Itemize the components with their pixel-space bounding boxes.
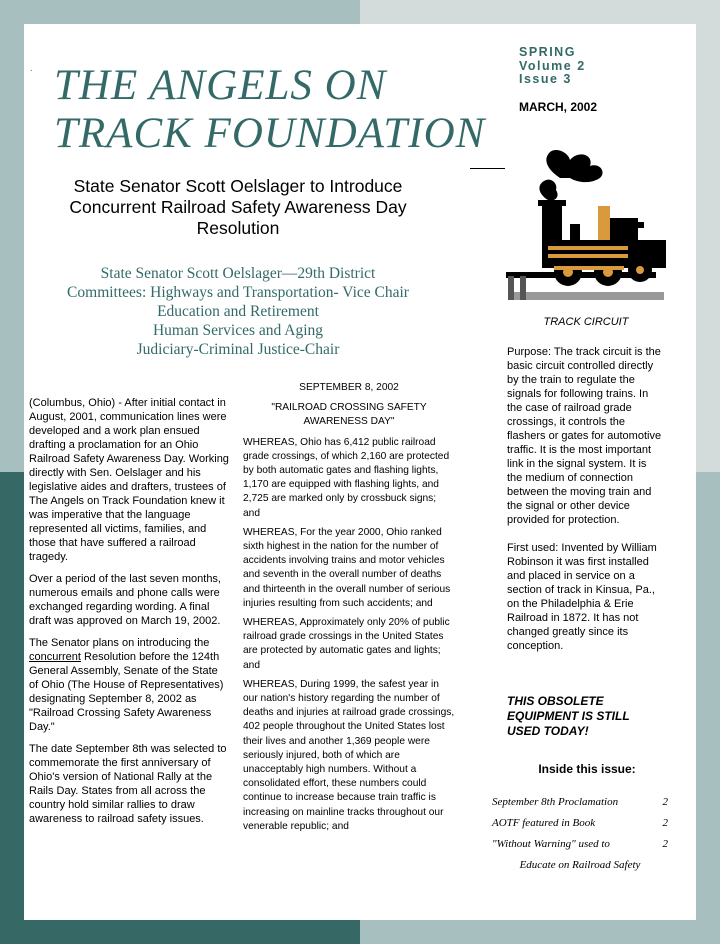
inside-issue-title: Inside this issue: [538,762,636,776]
text-fragment: The Senator plans on introducing the [29,637,210,649]
locomotive-icon [498,148,668,313]
committee-line: Human Services and Aging [152,322,324,339]
article-paragraph: Over a period of the last seven months, numerous emails and phone calls were exchanged regarding wording. A final draft was approved on March 19, 2002. [29,573,221,627]
toc-item-title: September 8th Proclamation [492,796,619,808]
committee-line: Education and Retirement [157,303,319,320]
proclamation-paragraph: WHEREAS, For the year 2000, Ohio ranked sixth highest in the nation for the number of accidents involving trains and motor vehicles and seventh in the overall number of deaths and thirteenth in the overall number of serious injuries resulting from such accidents; and [243,526,451,609]
underlined-word: concurrent [29,651,81,663]
toc-item-title: AOTF featured in Book [492,817,596,829]
proclamation-column [243,381,455,839]
toc-item-page: 2 [662,817,668,829]
headline-line2: Concurrent Railroad Safety Awareness Day [69,197,407,217]
headline [40,176,436,239]
article-paragraph: The date September 8th was selected to commemorate the first anniversary of Ohio's version of National Rally at the Rails Day. States from all across the country hold similar rallies to draw awareness to railroad safety issues. [29,743,227,825]
issue-date: MARCH, 2002 [519,100,598,114]
toc-item-page: 2 [662,838,668,850]
committee-line: Judiciary-Criminal Justice-Chair [136,341,340,358]
headline-line1: State Senator Scott Oelslager to Introduce [73,176,403,196]
toc-item[interactable] [492,838,668,859]
sidebar-paragraph: Purpose: The track circuit is the basic circuit controlled directly by the train to regulate the signals for following trains. In the case of railroad grade crossings, it controls the flashers or gates for automotive traffic. It is the most important link in the signal system. It is the medium of connection between the moving train and the signal or other device provided for protection. [507,346,662,526]
proclamation-heading-line1: "RAILROAD CROSSING SAFETY [271,402,427,414]
stray-dot: . [30,64,33,73]
text-fragment: Resolution before the 124th General Assembly, Senate of the State of Ohio (The House of Representatives) designating September 8, 2002 as "Railroad Crossing Safety Awareness Day." [29,651,224,733]
masthead-title-line2: TRACK FOUNDATION [54,110,486,157]
article-column-1 [29,396,229,834]
season-label: SPRING [519,45,576,59]
committee-line: Committees: Highways and Transportation- Vice Chair [67,284,409,301]
headline-line3: Resolution [196,218,280,238]
article-paragraph: (Columbus, Ohio) - After initial contact in August, 2001, communication lines were developed and a work plan ensued drafting a proclamation for an Ohio Railroad Safety Awareness Day. Working directly with Sen. Oelslager and his legislative aides and drafters, trustees of The Angels on Track Foundation knew it was imperative that the language represented all victims, families, and those that have suffered a railroad tragedy. [29,397,229,563]
sidebar-paragraph: First used: Invented by William Robinson it was first installed and placed in service on a section of track in Kinsua, Pa., on the Philadelphia & Erie Railroad in 1872. It has not changed greatly since its conception. [507,542,657,652]
committee-line: State Senator Scott Oelslager—29th District [100,265,376,282]
train-caption: TRACK CIRCUIT [543,316,629,328]
toc-item[interactable] [492,817,668,838]
toc-item[interactable] [492,796,668,817]
proclamation-paragraph: WHEREAS, During 1999, the safest year in our nation's history regarding the number of deaths and injuries at railroad grade crossings, 402 people throughout the United States lost their lives and another 1,369 people were seriously injured, both of which are unacceptably high numbers. Without a consolidated effort, these numbers could continue to increase because train traffic is increasing on mainline tracks throughout our venerable republic; and [243,678,455,832]
proclamation-paragraph: WHEREAS, Approximately only 20% of public railroad grade crossings in the United States are protected by automatic gates and lights; and [243,617,450,671]
toc-item-page: 2 [662,796,668,808]
issue-label: Issue 3 [519,72,572,86]
committee-list [18,264,458,359]
article-paragraph [29,636,229,734]
sidebar-column [507,345,663,661]
proclamation-date: SEPTEMBER 8, 2002 [299,382,399,393]
masthead-title-line1: THE ANGELS ON [54,62,387,109]
proclamation-paragraph: WHEREAS, Ohio has 6,412 public railroad grade crossings, of which 2,160 are protected by both automatic gates and flashing lights, 1,170 are equipped with flashing lights, and 2,725 are marked only by crossbuck signs; and [243,436,450,519]
toc-item-continuation: Educate on Railroad Safety [519,859,641,871]
issue-info [519,46,586,87]
obsolete-callout: THIS OBSOLETE EQUIPMENT IS STILL USED TODAY! [507,694,630,738]
toc-item-title: "Without Warning" used to [492,838,610,850]
proclamation-heading-line2: AWARENESS DAY" [303,416,395,428]
table-of-contents [492,796,668,880]
volume-label: Volume 2 [519,58,586,73]
